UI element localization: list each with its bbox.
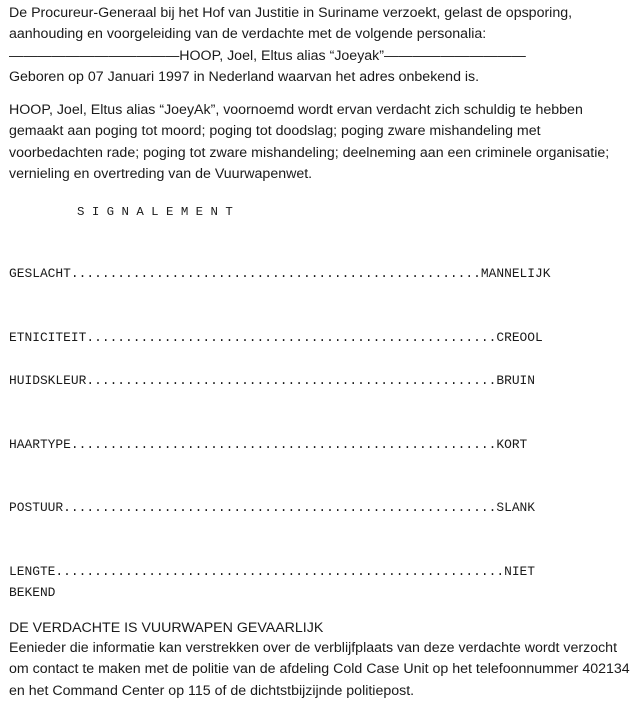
contact-line: om contact te maken met de politie van de afdeling Cold Case Unit op het telefoonnummer 402134 bbox=[9, 661, 630, 678]
warning-heading: DE VERDACHTE IS VUURWAPEN GEVAARLIJK bbox=[9, 620, 324, 636]
suspicion-line: HOOP, Joel, Eltus alias “JoeyAk”, voornoemd wordt ervan verdacht zich schuldig te hebben bbox=[9, 102, 583, 118]
birth-line: Geboren op 07 Januari 1997 in Nederland waarvan het adres onbekend is. bbox=[9, 68, 480, 85]
contact-line: en het Command Center op 115 of de dichtstbijzijnde politiepost. bbox=[9, 682, 415, 699]
suspicion-line: voorbedachten rade; poging tot zware mishandeling; deelneming aan een criminele organisatie; bbox=[9, 144, 610, 161]
suspicion-paragraph bbox=[9, 100, 634, 185]
intro-line: De Procureur-Generaal bij het Hof van Justitie in Suriname verzoekt, gelast de opsporing, bbox=[9, 5, 573, 21]
row-etniciteit: ETNICITEIT.....................................................CREOOL bbox=[9, 330, 543, 345]
contact-line: Eenieder die informatie kan verstrekken over de verblijfplaats van deze verdachte wordt verzocht bbox=[9, 640, 618, 656]
row-lengte-continued: BEKEND bbox=[9, 585, 56, 600]
row-lengte: LENGTE..........................................................NIET bbox=[9, 564, 536, 579]
suspicion-line: vernieling en overtreding van de Vuurwapenwet. bbox=[9, 165, 313, 182]
row-postuur: POSTUUR........................................................SLANK bbox=[9, 500, 536, 515]
row-huidskleur: HUIDSKLEUR.....................................................BRUIN bbox=[9, 373, 536, 388]
intro-paragraph bbox=[9, 3, 634, 88]
suspicion-line: gemaakt aan poging tot moord; poging tot doodslag; poging zware mishandeling met bbox=[9, 123, 541, 140]
intro-line: aanhouding en voorgeleiding van de verdachte met de volgende personalia: bbox=[9, 26, 487, 43]
row-haartype: HAARTYPE.......................................................KORT bbox=[9, 437, 528, 452]
signalement-title: SIGNALEMENT bbox=[77, 205, 241, 219]
suspect-name-line: ————————————HOOP, Joel, Eltus alias “Joeyak”—————————— bbox=[9, 47, 526, 64]
row-geslacht: GESLACHT.....................................................MANNELIJK bbox=[9, 266, 551, 281]
contact-paragraph bbox=[9, 638, 634, 702]
